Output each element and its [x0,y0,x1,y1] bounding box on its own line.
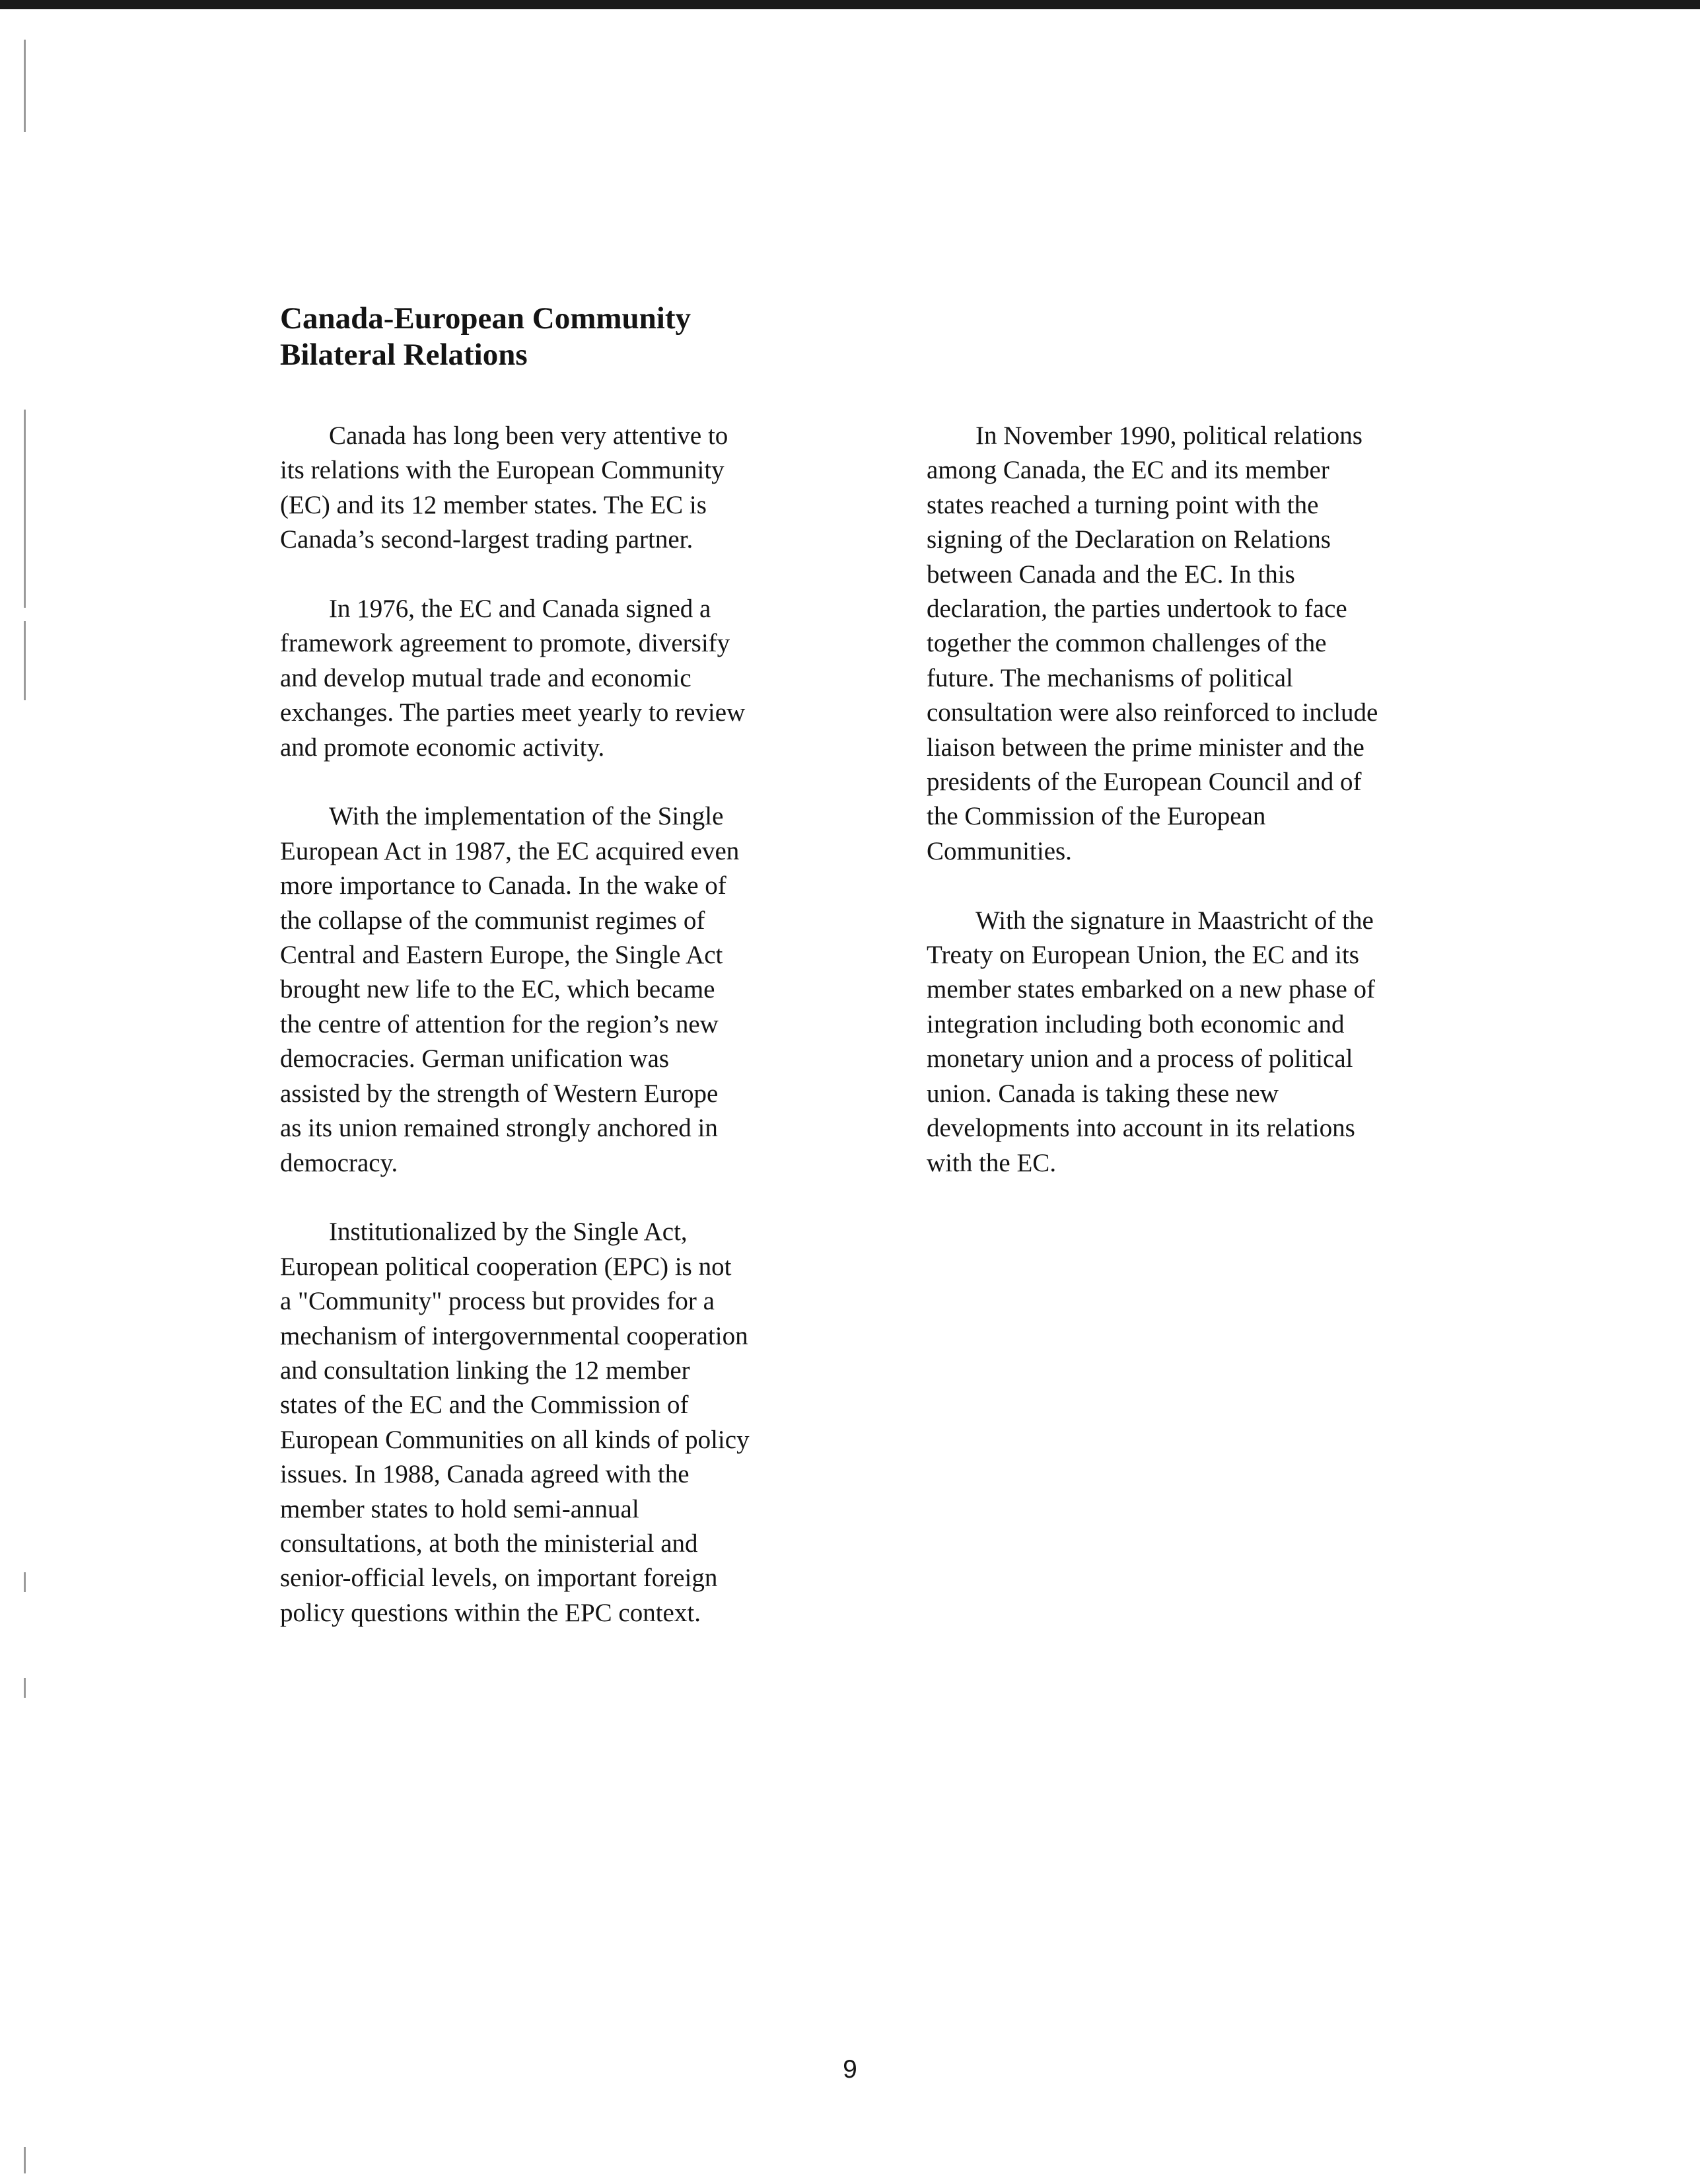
text-line: its relations with the European Community [280,456,725,485]
text-line: assisted by the strength of Western Europe [280,1079,719,1108]
top-scan-rule [0,0,1700,9]
text-line: Institutionalized by the Single Act, [329,1218,688,1247]
text-line: European political cooperation (EPC) is not [280,1252,732,1281]
paragraph [927,904,1508,1181]
text-line: consultations, at both the ministerial and [280,1529,698,1558]
page-title [280,301,1205,373]
title-line: Canada-European Community [280,301,691,336]
text-line: and promote economic activity. [280,733,605,762]
paragraph [280,1215,861,1630]
text-line: mechanism of intergovernmental cooperation [280,1321,748,1350]
text-line: In 1976, the EC and Canada signed a [329,595,711,624]
right-column [927,419,1508,1215]
text-line: democracies. German unification was [280,1044,670,1074]
text-line: with the EC. [927,1148,1057,1177]
text-line: among Canada, the EC and its member [927,456,1329,485]
text-line: as its union remained strongly anchored in [280,1114,718,1143]
text-line: With the implementation of the Single [329,802,724,831]
scan-edge-mark [24,1678,26,1698]
text-line: European Act in 1987, the EC acquired even [280,836,740,865]
text-line: Canada’s second-largest trading partner. [280,525,693,554]
text-line: policy questions within the EPC context. [280,1598,701,1627]
text-line: (EC) and its 12 member states. The EC is [280,490,707,519]
text-line: senior-official levels, on important foreign [280,1564,718,1593]
text-line: signing of the Declaration on Relations [927,525,1331,554]
scan-edge-mark [24,410,26,608]
text-line: Central and Eastern Europe, the Single Act [280,941,723,970]
paragraph [280,419,861,558]
text-line: In November 1990, political relations [975,421,1363,450]
text-line: brought new life to the EC, which became [280,975,715,1004]
paragraph [280,592,861,765]
text-line: states of the EC and the Commission of [280,1391,689,1420]
text-line: European Communities on all kinds of policy [280,1425,750,1454]
text-line: future. The mechanisms of political [927,663,1293,692]
text-line: exchanges. The parties meet yearly to review [280,698,746,727]
text-line: the collapse of the communist regimes of [280,906,705,935]
text-line: presidents of the European Council and of [927,768,1362,797]
text-line: With the signature in Maastricht of the [975,906,1374,935]
text-line: the Commission of the European [927,802,1266,831]
text-line: democracy. [280,1148,398,1177]
scan-edge-mark [24,40,26,132]
text-line: integration including both economic and [927,1009,1345,1038]
text-line: declaration, the parties undertook to face [927,595,1347,624]
page-number: 9 [843,2055,857,2084]
text-line: a "Community" process but provides for a [280,1287,715,1316]
scan-edge-mark [24,1572,26,1592]
left-column [280,419,861,1665]
text-line: Communities. [927,836,1072,865]
text-line: and consultation linking the 12 member [280,1356,690,1385]
text-line: Treaty on European Union, the EC and its [927,941,1359,970]
text-line: framework agreement to promote, diversify [280,629,730,658]
text-line: member states embarked on a new phase of [927,975,1375,1004]
paragraph [927,419,1508,869]
text-line: the centre of attention for the region’s new [280,1009,719,1038]
scan-edge-mark [24,2147,26,2173]
text-line: together the common challenges of the [927,629,1327,658]
text-line: issues. In 1988, Canada agreed with the [280,1460,690,1489]
title-line: Bilateral Relations [280,338,528,372]
text-line: union. Canada is taking these new [927,1079,1279,1108]
text-line: member states to hold semi-annual [280,1494,639,1523]
text-line: Canada has long been very attentive to [329,421,728,450]
text-line: more importance to Canada. In the wake of [280,871,726,900]
text-line: states reached a turning point with the [927,490,1319,519]
scan-edge-mark [24,621,26,700]
text-line: between Canada and the EC. In this [927,560,1295,589]
text-line: developments into account in its relations [927,1114,1355,1143]
text-line: monetary union and a process of political [927,1044,1353,1074]
paragraph [280,799,861,1180]
text-line: liaison between the prime minister and the [927,733,1364,762]
text-line: and develop mutual trade and economic [280,663,691,692]
text-line: consultation were also reinforced to include [927,698,1378,727]
